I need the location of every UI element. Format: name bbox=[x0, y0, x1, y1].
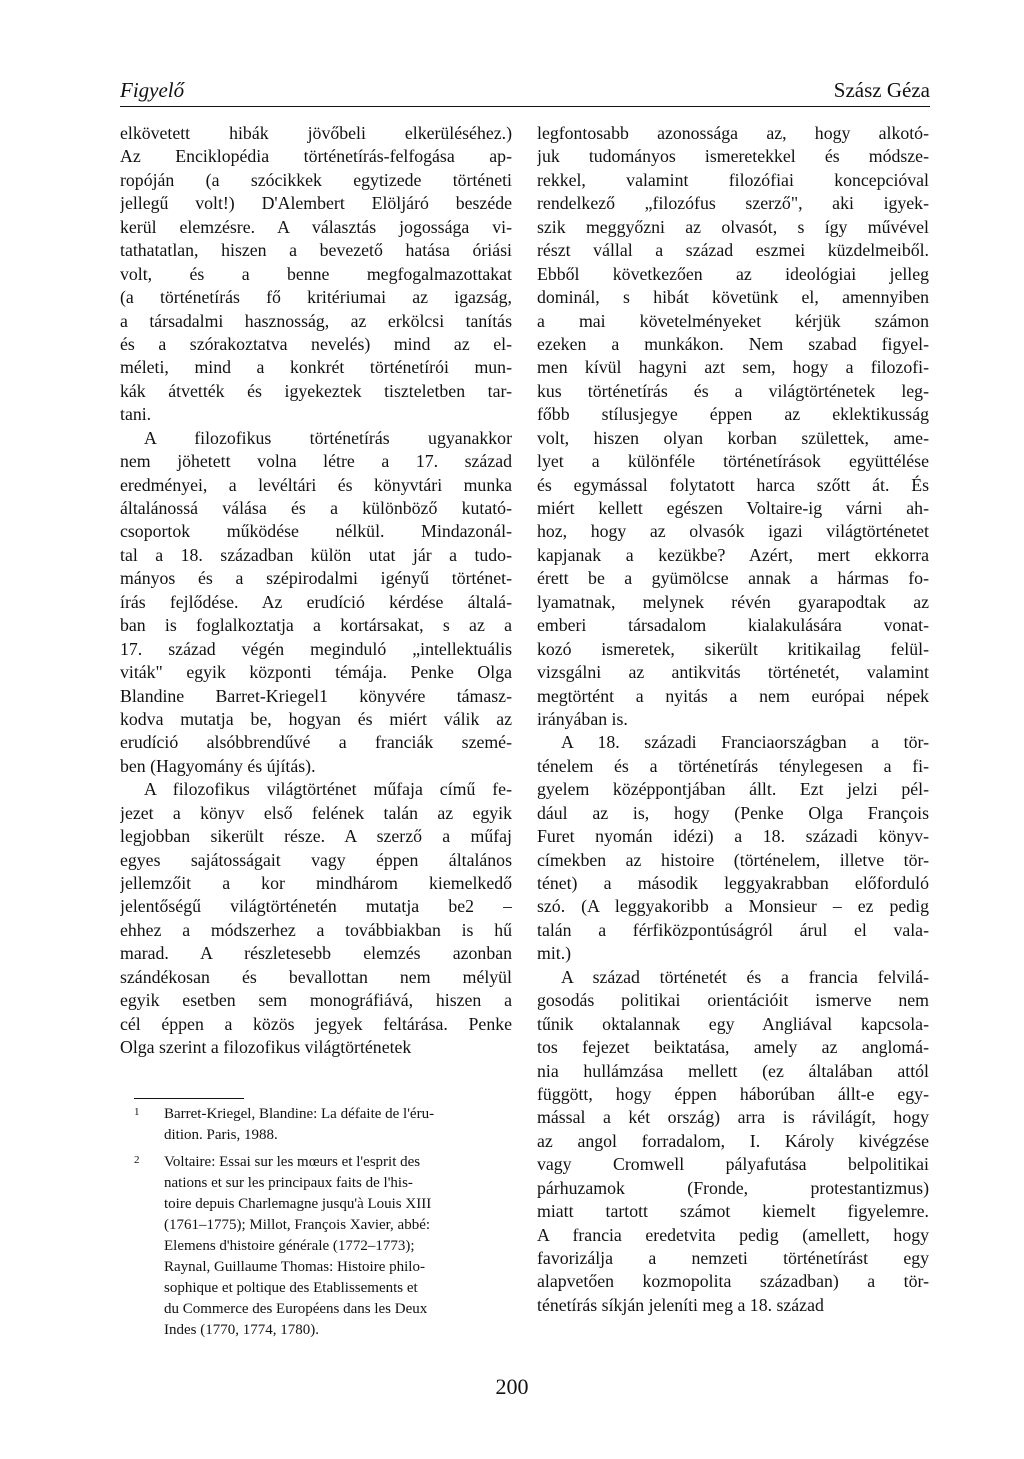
text-line: rekkel, valamint filozófiai koncepcióval bbox=[537, 169, 929, 190]
text-line: legjobban sikerült része. A szerző a műfaj bbox=[120, 826, 512, 847]
text-line: méleti, mind a konkrét történetírói mun- bbox=[120, 357, 512, 378]
text-line: ban is foglalkoztatja a kortársakat, s az a bbox=[120, 615, 512, 636]
text-line: általánossá válása és a különböző kutató- bbox=[120, 498, 512, 518]
footnote-line bbox=[134, 1152, 514, 1173]
text-line: kák átvették és igyekeztek tiszteletben tar- bbox=[120, 380, 512, 401]
footnote-text: Barret-Kriegel, Blandine: La défaite de l'éru- bbox=[164, 1106, 435, 1122]
text-line: kerül elemzésre. A választás jogossága vi- bbox=[120, 216, 512, 237]
text-line: kapjanak a kezükbe? Azért, mert ekkorra bbox=[537, 544, 929, 565]
text-line: lyet a különféle történetírások együttélése bbox=[537, 451, 929, 472]
text-line: miatt tartott számot kiemelt figyelemre. bbox=[537, 1201, 929, 1222]
text-line: dául az is, hogy (Penke Olga François bbox=[537, 802, 929, 823]
text-line: (a történetírás fő kritériumai az igazság, bbox=[120, 287, 512, 308]
text-line: tathatatlan, hiszen a bevezető hatása óriási bbox=[120, 240, 512, 261]
text-line: részt vállal a század eszmei küzdelmeiből. bbox=[537, 240, 929, 261]
text-line: egyik esetben sem monográfiává, hiszen a bbox=[120, 990, 512, 1011]
text-line: és egymással folytatott harca szőtt át. És bbox=[537, 474, 929, 495]
text-line: volt, és a benne megfogalmazottakat bbox=[120, 263, 512, 284]
text-line: ezeken a munkákon. Nem szabad figyel- bbox=[537, 333, 929, 354]
text-line: elkövetett hibák jövőbeli elkerüléséhez.) bbox=[120, 123, 512, 143]
article-author: Szász Géza bbox=[833, 78, 930, 102]
text-line: jezet a könyv első felének talán az egyik bbox=[120, 802, 512, 823]
text-line: miért kellett egészen Voltaire-ig várni ah- bbox=[537, 498, 929, 518]
footnote-line bbox=[134, 1278, 514, 1299]
text-line: kodva mutatja be, hogyan és miért válik az bbox=[120, 708, 512, 729]
text-line: írás fejlődése. Az erudíció kérdése általá- bbox=[120, 591, 512, 612]
text-line: párhuzamok (Fronde, protestantizmus) bbox=[537, 1177, 929, 1198]
footnote-line bbox=[134, 1215, 514, 1236]
footnote-line bbox=[134, 1236, 514, 1257]
text-line: címekben az histoire (történelem, illetve tör- bbox=[537, 849, 929, 870]
text-line: Furet nyomán idézi) a 18. századi könyv- bbox=[537, 826, 929, 847]
text-line: Blandine Barret-Kriegel1 könyvére támasz- bbox=[120, 685, 512, 706]
text-line: kozó ismeretek, sikerült kritikailag felül- bbox=[537, 638, 929, 659]
text-line: tani. bbox=[120, 404, 152, 425]
text-line: szándékosan és bevallottan nem mélyül bbox=[120, 966, 512, 987]
text-line: mással a két ország) arra is rávilágít, hogy bbox=[537, 1107, 929, 1128]
text-line: A 18. századi Franciaországban a tör- bbox=[561, 732, 929, 753]
text-line: hoz, hogy az olvasók igazi világtörténetet bbox=[537, 521, 929, 542]
text-line: talán a férfiközpontúságról árul el vala- bbox=[537, 919, 929, 940]
text-line: men kívül hagyni azt sem, hogy a filozofi- bbox=[537, 357, 929, 378]
text-line: ténet) a második leggyakrabban előforduló bbox=[537, 873, 929, 893]
text-line: lyamatnak, melynek révén gyarapodtak az bbox=[537, 591, 929, 612]
text-line: Ebből következően az ideológiai jelleg bbox=[537, 263, 929, 284]
footnote-text: du Commerce des Européens dans les Deux bbox=[164, 1301, 428, 1317]
text-line: tűnik oktalannak egy Angliával kapcsola- bbox=[537, 1013, 929, 1034]
page-number: 200 bbox=[495, 1374, 529, 1399]
text-line: gosodás politikai orientációit ismerve nem bbox=[537, 990, 929, 1011]
running-header bbox=[120, 78, 930, 114]
text-line: cél éppen a közös jegyek feltárása. Penke bbox=[120, 1013, 512, 1034]
text-line: favorizálja a nemzeti történetírást egy bbox=[537, 1248, 929, 1268]
text-line: irányában is. bbox=[537, 708, 628, 729]
text-line: A francia eredetvita pedig (amellett, hogy bbox=[537, 1224, 929, 1245]
footnote-mark: 2 bbox=[134, 1154, 140, 1166]
text-line: és a szórakoztatva nevelés) mind az el- bbox=[120, 333, 512, 354]
text-line: ben (Hagyomány és újítás). bbox=[120, 755, 316, 776]
text-line: ehhez a módszerhez a továbbiakban is hű bbox=[120, 919, 512, 940]
text-line: dominál, s hibát követünk el, amennyiben bbox=[537, 287, 929, 308]
text-line: ropóján (a szócikkek egytizede történeti bbox=[120, 169, 512, 190]
text-line: marad. A részletesebb elemzés azonban bbox=[120, 943, 512, 964]
text-line: vagy Cromwell pályafutása belpolitikai bbox=[537, 1154, 929, 1175]
footnote-line bbox=[134, 1320, 514, 1341]
left-column bbox=[120, 122, 512, 1060]
footnote-text: Elemens d'histoire générale (1772–1773); bbox=[164, 1238, 415, 1254]
text-line: jellemzőit a kor mindhárom kiemelkedő bbox=[120, 873, 512, 893]
footnote-text: Raynal, Guillaume Thomas: Histoire philo- bbox=[164, 1259, 425, 1275]
text-line: Az Enciklopédia történetírás-felfogása ap- bbox=[120, 146, 512, 167]
text-line: nia hullámzása mellett (ez általában attól bbox=[537, 1060, 929, 1081]
footnote-line bbox=[134, 1173, 514, 1194]
text-line: jelentőségű világtörténetén mutatja be2 – bbox=[120, 896, 512, 917]
text-line: emberi társadalom kialakulására vonat- bbox=[537, 615, 929, 636]
footnote-line bbox=[134, 1194, 514, 1215]
text-line: rendelkező „filozófus szerző", aki igyek- bbox=[537, 193, 929, 214]
text-line: 17. század végén meginduló „intellektuális bbox=[120, 638, 512, 659]
text-line: A filozofikus világtörténet műfaja című fe- bbox=[144, 779, 512, 800]
text-line: jellegű volt!) D'Alembert Elöljáró beszéde bbox=[120, 193, 512, 214]
text-line: eredményei, a levéltári és könyvtári munka bbox=[120, 474, 512, 495]
text-line: juk tudományos ismeretekkel és módsze- bbox=[537, 146, 929, 167]
text-line: az angol forradalom, I. Károly kivégzése bbox=[537, 1130, 929, 1151]
text-line: főbb stílusjegye éppen az eklektikusság bbox=[537, 404, 929, 425]
text-line: a mai követelményeket kérjük számon bbox=[537, 310, 929, 331]
text-line: mit.) bbox=[537, 943, 572, 964]
text-line: viták" egyik központi témája. Penke Olga bbox=[120, 662, 512, 683]
text-line: Olga szerint a filozofikus világtörténetek bbox=[120, 1037, 412, 1058]
right-column bbox=[537, 122, 929, 1317]
footnote-mark: 1 bbox=[134, 1106, 140, 1118]
footnote-text: toire depuis Charlemagne jusqu'à Louis XIII bbox=[164, 1196, 432, 1212]
footnote-line bbox=[134, 1257, 514, 1278]
text-line: egyes sajátosságait vagy éppen általános bbox=[120, 849, 512, 870]
header-rule bbox=[120, 106, 930, 107]
footnote-text: Indes (1770, 1774, 1780). bbox=[164, 1322, 319, 1338]
footnote-line bbox=[134, 1125, 514, 1146]
footnote-2 bbox=[134, 1152, 514, 1341]
text-line: volt, hiszen olyan korban születtek, ame- bbox=[537, 427, 929, 448]
footnote-text: Voltaire: Essai sur les mœurs et l'esprit des bbox=[164, 1154, 421, 1170]
text-line: függött, hogy éppen háborúban állt-e egy- bbox=[537, 1083, 929, 1104]
text-line: megtörtént a nyitás a nem európai népek bbox=[537, 685, 929, 706]
footnote-rule bbox=[134, 1098, 244, 1099]
text-line: szik meggyőzni az olvasót, s így művével bbox=[537, 216, 929, 237]
text-line: A század történetét és a francia felvilá- bbox=[561, 966, 929, 987]
section-title: Figyelő bbox=[120, 78, 185, 102]
text-line: tal a 18. században külön utat jár a tudo- bbox=[120, 544, 512, 565]
footnote-text: (1761–1775); Millot, François Xavier, abbé: bbox=[164, 1217, 431, 1233]
text-line: mányos és a szépirodalmi igényű történet- bbox=[120, 568, 512, 589]
footnote-line bbox=[134, 1299, 514, 1320]
footnote-text: dition. Paris, 1988. bbox=[164, 1127, 278, 1143]
footnote-text: nations et sur les principaux faits de l'his- bbox=[164, 1175, 413, 1191]
text-line: tos fejezet beiktatása, amely az anglomá- bbox=[537, 1037, 929, 1058]
text-line: nem jöhetett volna létre a 17. század bbox=[120, 451, 512, 472]
text-line: A filozofikus történetírás ugyanakkor bbox=[144, 427, 512, 448]
text-line: érett be a gyümölcse annak a hármas fo- bbox=[537, 568, 929, 589]
text-line: kus történetírás és a világtörténetek leg- bbox=[537, 380, 929, 401]
footnote-text: sophique et poltique des Etablissements et bbox=[164, 1280, 418, 1296]
text-line: a társadalmi hasznosság, az erkölcsi tanítás bbox=[120, 310, 512, 331]
text-line: vizsgálni az antikvitás történetét, valamint bbox=[537, 662, 929, 683]
text-line: erudíció alsóbbrendűvé a franciák szemé- bbox=[120, 732, 512, 753]
text-line: szó. (A leggyakoribb a Monsieur – ez pedig bbox=[537, 896, 929, 917]
text-line: alapvetően kozmopolita században) a tör- bbox=[537, 1271, 929, 1292]
footnote-1 bbox=[134, 1104, 514, 1146]
text-line: csoportok működése nélkül. Mindazonál- bbox=[120, 521, 512, 542]
footnote-line bbox=[134, 1104, 514, 1125]
text-line: ténelem és a történetírás ténylegesen a fi- bbox=[537, 755, 929, 776]
text-line: legfontosabb azonossága az, hogy alkotó- bbox=[537, 123, 929, 143]
text-line: ténetírás síkján jeleníti meg a 18. század bbox=[537, 1294, 824, 1315]
text-line: gyelem középpontjában állt. Ezt jelzi pél- bbox=[537, 779, 929, 800]
